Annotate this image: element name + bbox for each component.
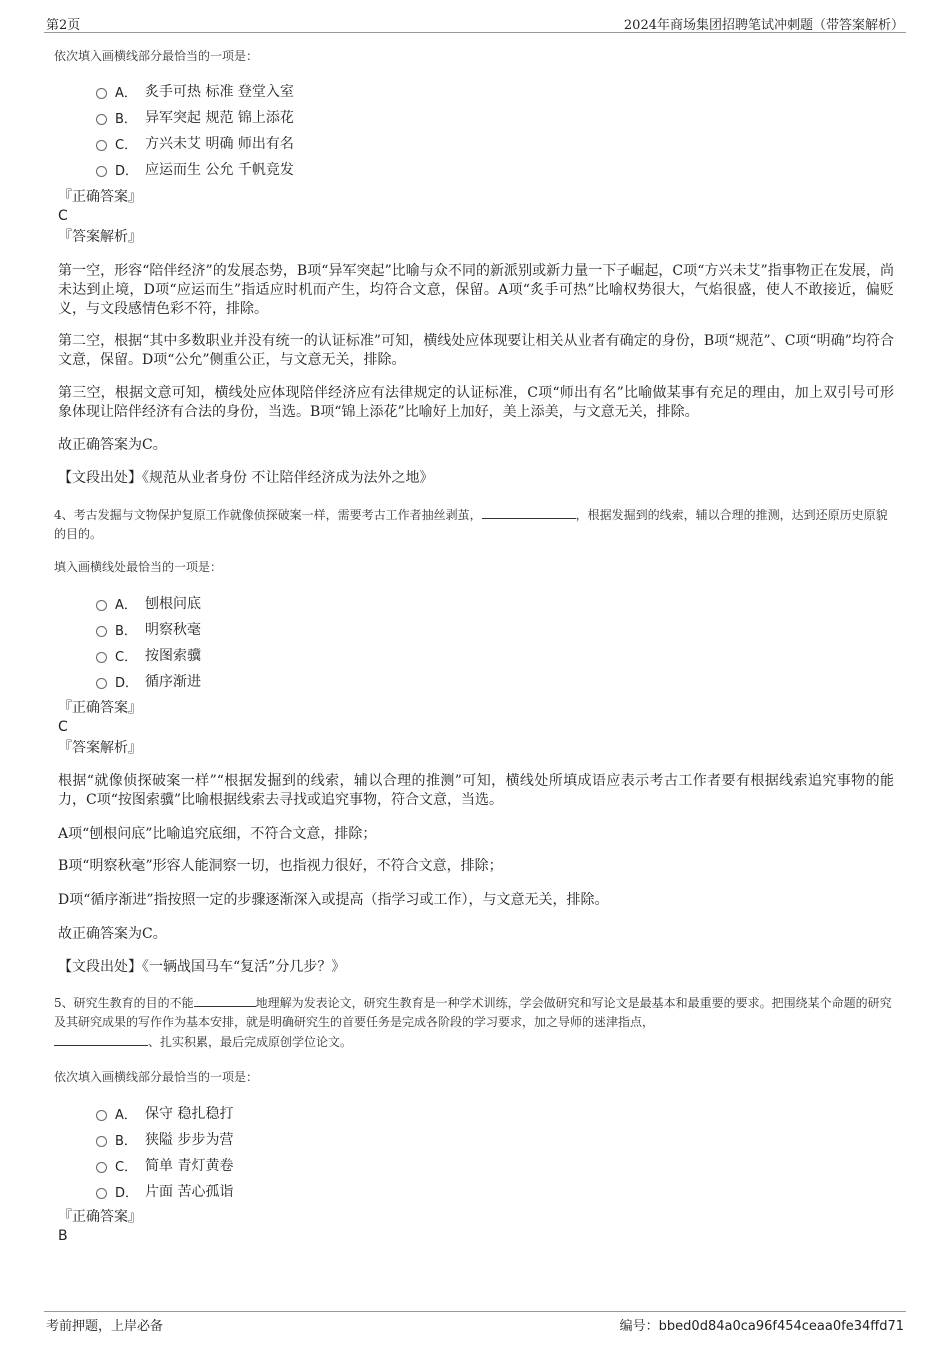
radio-icon[interactable]: [96, 626, 107, 637]
page-footer: [44, 1311, 906, 1336]
q4-conclusion: 故正确答案为C。: [58, 926, 167, 942]
q3-option-a[interactable]: A． 炙手可热 标准 登堂入室: [96, 78, 294, 104]
q3-option-c[interactable]: C． 方兴未艾 明确 师出有名: [96, 130, 294, 156]
q5-option-c[interactable]: C． 简单 青灯黄卷: [96, 1152, 233, 1178]
q4-prompt: 填入画横线处最恰当的一项是：: [54, 560, 223, 574]
q4-source: 【文段出处】《一辆战国马车“复活”分几步？》: [58, 959, 346, 975]
radio-icon[interactable]: [96, 88, 107, 99]
q4-analysis-label: 『答案解析』: [58, 740, 142, 756]
radio-icon[interactable]: [96, 678, 107, 689]
q4-option-b[interactable]: B． 明察秋毫: [96, 616, 201, 642]
page-header: [44, 12, 906, 33]
q5-option-b[interactable]: B． 狭隘 步步为营: [96, 1126, 233, 1152]
document-title: 2024年商场集团招聘笔试冲刺题（带答案解析）: [623, 18, 904, 33]
q5-options: [96, 1100, 233, 1204]
radio-icon[interactable]: [96, 1188, 107, 1199]
radio-icon[interactable]: [96, 114, 107, 125]
q3-analysis-label: 『答案解析』: [58, 229, 142, 245]
radio-icon[interactable]: [96, 600, 107, 611]
q3-option-d[interactable]: D． 应运而生 公允 千帆竞发: [96, 156, 294, 182]
radio-icon[interactable]: [96, 652, 107, 663]
radio-icon[interactable]: [96, 1162, 107, 1173]
radio-icon[interactable]: [96, 140, 107, 151]
q3-analysis-1: 第一空，形容“陪伴经济”的发展态势，B项“异军突起”比喻与众不同的新派别或新力量一下子崛起，C项“方兴未艾”指事物正在发展，尚未达到止境，D项“应运而生”指适应时机而产生，均符合文意，保留。A项“炙手可热”比喻权势很大，气焰很盛，使人不敢接近，偏贬义，与文段感情色彩不符，排除。: [58, 263, 894, 317]
document-id: 编号：bbed0d84a0ca96f454ceaa0fe34ffd71: [619, 1319, 904, 1334]
q5-answer: B: [58, 1228, 68, 1244]
q5-option-d[interactable]: D． 片面 苦心孤诣: [96, 1178, 233, 1204]
q5-option-a[interactable]: A． 保守 稳扎稳打: [96, 1100, 233, 1126]
q4-answer: C: [58, 719, 68, 735]
q3-analysis-2: 第二空，根据“其中多数职业并没有统一的认证标准”可知，横线处应体现要让相关从业者有确定的身份，B项“规范”、C项“明确”均符合文意，保留。D项“公允”侧重公正，与文意无关，排除。: [58, 333, 894, 368]
q5-blank-1: [194, 993, 256, 1007]
q3-options: [96, 78, 294, 182]
q4-option-a[interactable]: A． 刨根问底: [96, 590, 201, 616]
q4-stem: 4、考古发掘与文物保护复原工作就像侦探破案一样，需要考古工作者抽丝剥茧， ，根据发掘到的线索，辅以合理的推测，达到还原历史原貌的目的。: [54, 505, 894, 544]
q4-options: [96, 590, 201, 694]
q4-analysis-4: D项“循序渐进”指按照一定的步骤逐渐深入或提高（指学习或工作），与文意无关，排除。: [58, 892, 609, 908]
q5-blank-2: [54, 1032, 148, 1046]
page-number: 第2页: [46, 18, 81, 33]
q5-stem: 5、研究生教育的目的不能 地理解为发表论文，研究生教育是一种学术训练，学会做研究和写论文是最基本和最重要的要求。把围绕某个命题的研究及其研究成果的写作作为基本安排，就是明确研究生的首要任务是完成各阶段的学习要求，加之导师的迷津指点， 、扎实积累，最后完成原创学位论文。: [54, 993, 894, 1052]
q3-answer: C: [58, 208, 68, 224]
q3-answer-label: 『正确答案』: [58, 189, 142, 205]
q5-answer-label: 『正确答案』: [58, 1209, 142, 1225]
radio-icon[interactable]: [96, 1110, 107, 1121]
q3-option-b[interactable]: B． 异军突起 规范 锦上添花: [96, 104, 294, 130]
q5-prompt: 依次填入画横线部分最恰当的一项是：: [54, 1070, 259, 1084]
radio-icon[interactable]: [96, 166, 107, 177]
q4-option-d[interactable]: D． 循序渐进: [96, 668, 201, 694]
q4-analysis-2: A项“刨根问底”比喻追究底细，不符合文意，排除；: [58, 826, 377, 842]
radio-icon[interactable]: [96, 1136, 107, 1147]
footer-slogan: 考前押题，上岸必备: [46, 1319, 164, 1334]
q3-source: 【文段出处】《规范从业者身份 不让陪伴经济成为法外之地》: [58, 470, 434, 486]
q4-answer-label: 『正确答案』: [58, 700, 142, 716]
q4-analysis-3: B项“明察秋毫”形容人能洞察一切，也指视力很好，不符合文意，排除；: [58, 858, 503, 874]
q3-conclusion: 故正确答案为C。: [58, 437, 167, 453]
q4-blank: [482, 505, 576, 519]
q4-analysis-1: 根据“就像侦探破案一样”“根据发掘到的线索，辅以合理的推测”可知，横线处所填成语应表示考古工作者要有根据线索追究事物的能力，C项“按图索骥”比喻根据线索去寻找或追究事物，符合文意，当选。: [58, 773, 894, 808]
q4-option-c[interactable]: C． 按图索骥: [96, 642, 201, 668]
q3-prompt: 依次填入画横线部分最恰当的一项是：: [54, 49, 259, 63]
q3-analysis-3: 第三空，根据文意可知，横线处应体现陪伴经济应有法律规定的认证标准，C项“师出有名”比喻做某事有充足的理由，加上双引号可形象体现让陪伴经济有合法的身份，当选。B项“锦上添花”比喻好上加好，美上添美，与文意无关，排除。: [58, 385, 894, 420]
